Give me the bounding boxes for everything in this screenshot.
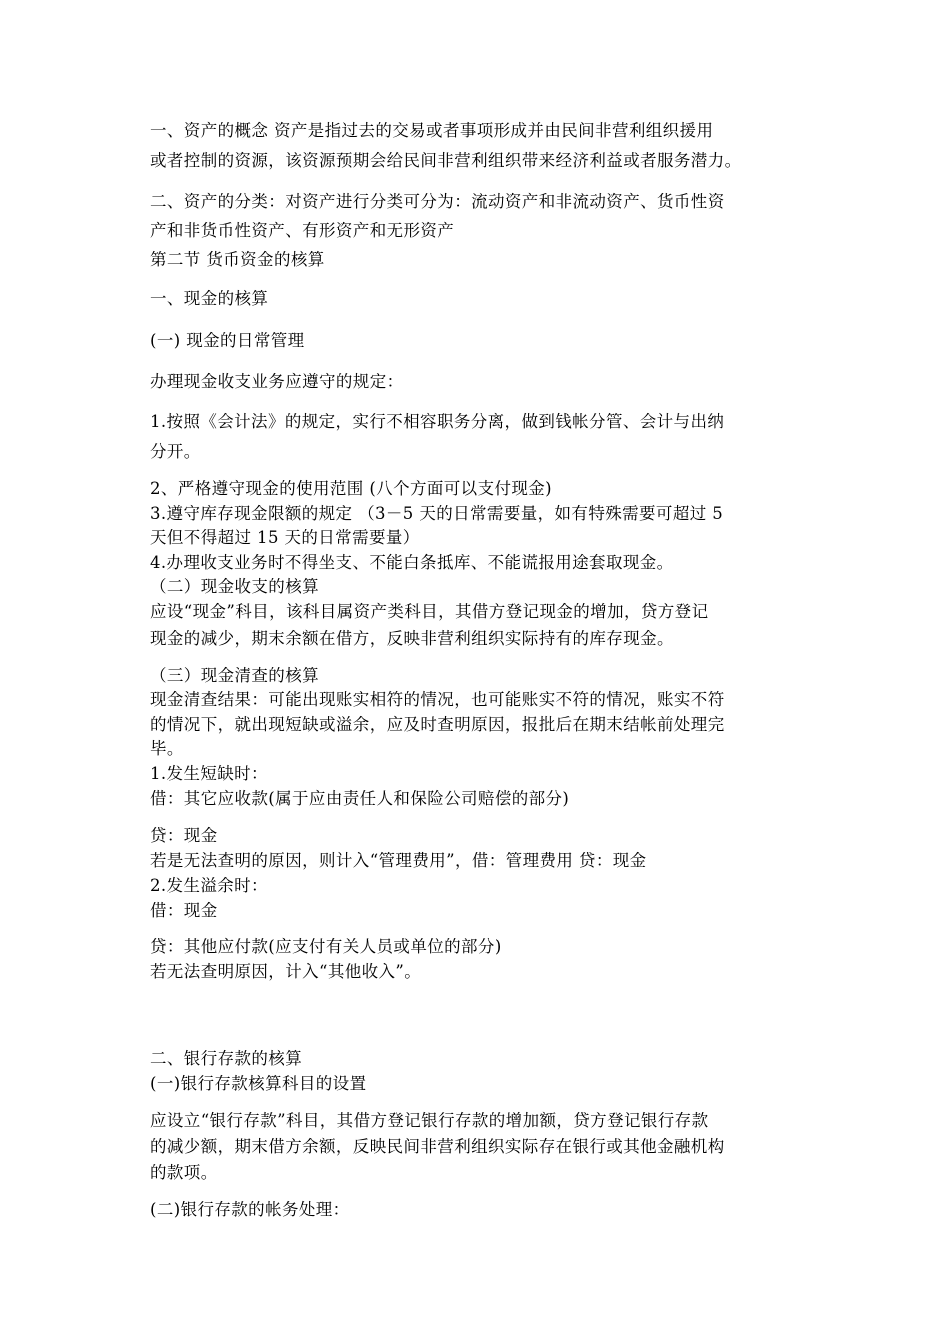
text-line: 一、资产的概念 资产是指过去的交易或者事项形成并由民间非营利组织援用 — [150, 121, 714, 140]
subsection-heading: 一、现金的核算 — [150, 289, 269, 308]
text-line: 2.发生溢余时： — [150, 876, 268, 895]
text-line: 毕。 — [150, 739, 184, 758]
text-line: 1.发生短缺时： — [150, 764, 268, 783]
subsection-heading: （二）现金收支的核算 — [150, 577, 319, 596]
text-line: 3.遵守库存现金限额的规定 （3－5 天的日常需要量，如有特殊需要可超过 5 — [150, 504, 724, 523]
text-line: 二、资产的分类：对资产进行分类可分为：流动资产和非流动资产、货币性资 — [150, 192, 725, 211]
section-heading: 第二节 货币资金的核算 — [150, 250, 325, 269]
text-line: 4.办理收支业务时不得坐支、不能白条抵库、不能谎报用途套取现金。 — [150, 553, 674, 572]
text-line: 或者控制的资源，该资源预期会给民间非营利组织带来经济利益或者服务潜力。 — [150, 151, 742, 170]
text-line: 的情况下，就出现短缺或溢余，应及时查明原因，报批后在期末结帐前处理完 — [150, 715, 725, 734]
text-line: 的款项。 — [150, 1163, 218, 1182]
subsection-heading: 二、银行存款的核算 — [150, 1049, 303, 1068]
text-line: 现金清查结果：可能出现账实相符的情况，也可能账实不符的情况，账实不符 — [150, 690, 725, 709]
text-line: 应设立“银行存款”科目，其借方登记银行存款的增加额，贷方登记银行存款 — [150, 1111, 709, 1130]
subsection-heading: (一)银行存款核算科目的设置 — [150, 1074, 367, 1093]
text-line: 的减少额，期末借方余额，反映民间非营利组织实际存在银行或其他金融机构 — [150, 1137, 725, 1156]
subsection-heading: (一) 现金的日常管理 — [150, 331, 305, 350]
subsection-heading: （三）现金清查的核算 — [150, 666, 319, 685]
subsection-heading: (二)银行存款的帐务处理： — [150, 1200, 350, 1219]
text-line: 分开。 — [150, 442, 201, 461]
text-line: 办理现金收支业务应遵守的规定： — [150, 372, 404, 391]
text-line: 若无法查明原因，计入“其他收入”。 — [150, 962, 422, 981]
text-line: 2、严格遵守现金的使用范围 (八个方面可以支付现金) — [150, 479, 553, 498]
text-line: 产和非货币性资产、有形资产和无形资产 — [150, 221, 455, 240]
text-line: 借：其它应收款(属于应由责任人和保险公司赔偿的部分) — [150, 789, 570, 808]
text-line: 贷：现金 — [150, 826, 218, 845]
text-line: 1.按照《会计法》的规定，实行不相容职务分离，做到钱帐分管、会计与出纳 — [150, 412, 725, 431]
text-line: 应设“现金”科目，该科目属资产类科目，其借方登记现金的增加，贷方登记 — [150, 602, 709, 621]
text-line: 若是无法查明的原因，则计入“管理费用”，借：管理费用 贷：现金 — [150, 851, 647, 870]
text-line: 贷：其他应付款(应支付有关人员或单位的部分) — [150, 937, 502, 956]
text-line: 天但不得超过 15 天的日常需要量） — [150, 528, 420, 547]
text-line: 现金的减少，期末余额在借方，反映非营利组织实际持有的库存现金。 — [150, 629, 674, 648]
text-line: 借：现金 — [150, 901, 218, 920]
